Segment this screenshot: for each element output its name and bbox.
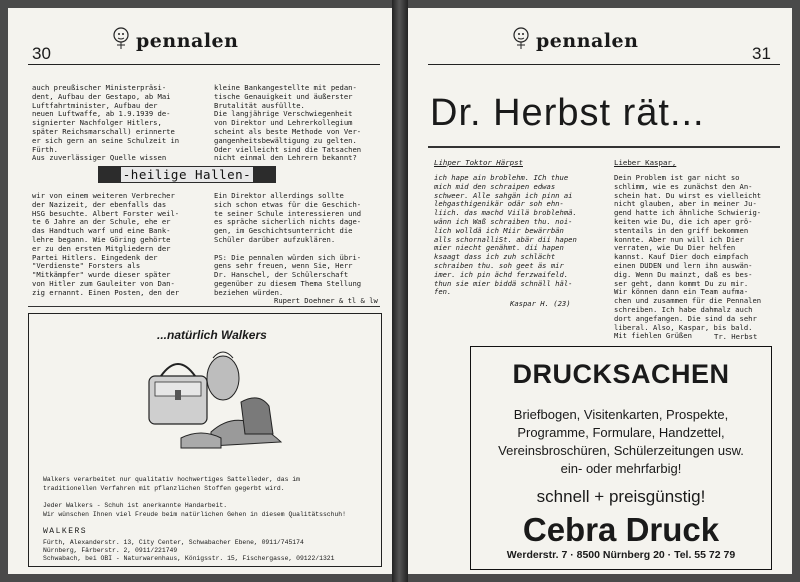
druck-ad-company: Cebra Druck [522,511,720,548]
walkers-brand: WALKERS [43,527,88,536]
walkers-ad-title: ...natürlich Walkers [157,328,267,342]
reply-signature: Tr. Herbst [714,332,758,341]
section-heading-text: -heilige Hallen- [122,167,252,182]
column-title: Dr. Herbst rät... [430,92,705,134]
right-page [408,8,792,574]
druck-ad-tagline: schnell + preisgünstig! [536,487,706,506]
column-2-top: kleine Bankangestellte mit pedan- tische Genauigkeit und äußerster Brutalität ausfüllte. Die langjährige Verschwiegenheit von Direktor und Lehrerkollegium scheint als beste Methode von Ver- gangenheitsbewältigung zu gelten. Oder vielleicht sind die Tatsachen nicht einmal den Lehrern bekannt? [214,83,362,163]
header-rule [28,64,380,65]
pennalen-logo: pennalen [136,30,239,52]
pennalen-logo: pennalen [536,30,639,52]
reply-salutation: Lieber Kaspar, [614,158,677,167]
walkers-text-4: Wir wünschen Ihnen viel Freude beim natürlichen Gehen in diesem Qualitätsschuh! [43,511,346,518]
book-gutter [392,0,408,582]
druck-ad-items-4: ein- oder mehrfarbig! [560,461,682,476]
walkers-text-1: Walkers verarbeitet nur qualitativ hochwertiges Sattelleder, das im [43,476,300,483]
left-page [8,8,392,574]
letter-salutation: Lihper Toktor Härpst [434,158,523,167]
title-rule [428,146,780,148]
walkers-address-3: Schwabach, bei OBI - Naturwarenhaus, Königsstr. 15, Fischergasse, 09122/1321 [43,555,335,562]
druck-ad-items-3: Vereinsbroschüren, Schülerzeitungen usw. [498,443,744,458]
druck-ad-items-2: Programme, Formulare, Handzettel, [517,425,725,440]
article-end-rule [28,306,380,307]
section-heading [98,166,276,183]
walkers-address-1: Fürth, Alexanderstr. 13, City Center, Schwabacher Ebene, 0911/745174 [43,539,304,546]
druck-ad-title: DRUCKSACHEN [512,359,730,389]
page-number: 31 [752,44,771,63]
walkers-ad [28,313,382,567]
page-number: 30 [32,44,51,63]
header-rule [428,64,780,65]
mascot-icon [510,26,532,50]
column-1-top: auch preußischer Ministerpräsi- dent, Aufbau der Gestapo, ab Mai Luftfahrtminister, Aufbau der neuen Luftwaffe, ab 1.9.1939 de- signierter Nachfolger Hitlers, später Reichsmarschall) erinnerte er sich gern an seine Schulzeit in Fürth. Aus zuverlässiger Quelle wissen [32,83,180,163]
druck-ad-items-1: Briefbogen, Visitenkarten, Prospekte, [513,407,729,422]
mascot-icon [110,26,132,50]
walkers-address-2: Nürnberg, Färberstr. 2, 0911/221749 [43,547,178,554]
druck-ad-address: Werderstr. 7 · 8500 Nürnberg 20 · Tel. 55 72 79 [506,549,736,561]
reader-letter-signature: Kaspar H. (23) [510,299,571,308]
reader-letter: ich hape ain broblehm. ICh thue mich mid den schraipen edwas schweer. Alle sahgän ich pinn ai lehgasthigenikär odär soh ehn- liich. das machd Viilä broblehmä. wänn ich Waß schraiben thu. noi- lich wolldä ich Miir bewärrbän alls schornalliSt. abär dii hapen mier niecht genähmt. dii hapen ksaagt dass ich zuh schlächt schraiben thu. soh geet äs mir imer. ich pin ächd ferzwaifeld. thun sie mier biddä schnäll häl- fen. [434,173,577,297]
cebra-druck-ad [470,346,772,570]
walkers-text-3: Jeder Walkers - Schuh ist anerkannte Handarbeit. [43,502,228,509]
shoes-and-bag-illustration [141,342,291,458]
walkers-text-2: traditionellen Verfahren mit pflanzlichen Stoffen gegerbt wird. [43,485,285,492]
column-2-bottom: Ein Direktor allerdings sollte sich schon etwas für die Geschich- te seiner Schule interessieren und es spräche sicherlich nichts dage- gen, im Geschichtsunterricht die Schüler darüber aufzuklären. PS: Die pennalen würden sich übri- gens sehr freuen, wenn Sie, Herr Dr. Hanschel, der Schülerschaft gegenüber zu diesem Thema Stellung beziehen würden. [214,191,362,297]
article-signature: Rupert Doehner & tl & lw [274,296,378,305]
column-1-bottom: wir von einem weiteren Verbrecher der Nazizeit, der ebenfalls das HSG besuchte. Albert Forster weil- te 6 Jahre an der Schule, ehe er das Handtuch warf und eine Bank- lehre begann. Wie Göring gehörte er zu den ersten Mitgliedern der Partei Hitlers. Eingedenk der "Verdienste" Forsters als "Mitkämpfer" wurde dieser später von Hitler zum Gauleiter von Dan- zig ernannt. Einen Posten, den der [32,191,180,297]
advice-reply: Dein Problem ist gar nicht so schlimm, wie es zunächst den An- schein hat. Du wirst es vielleicht nicht glauben, aber in meiner Ju- gend hatte ich ähnliche Schwierig- keiten wie Du, die ich aper grö- stentails in den griff bekommen konnte. Aber nun will ich Dier verraten, wie Du Dier helfen kannst. Kauf Dier doch eimpfach einen DUDEN und lern ihn auswän- dig. Wenn Du mainzt, daß es bes- ser geht, dann kommt Du zu mir. Wir können dann ein Team aufma- chen und zusammen für die Pennalen schreiben. Ich habe dahmalz auch dort angefangen. Die sind da sehr liberal. Also, Kaspar, bis bald. Mit fiehlen Grüßen [614,173,762,341]
